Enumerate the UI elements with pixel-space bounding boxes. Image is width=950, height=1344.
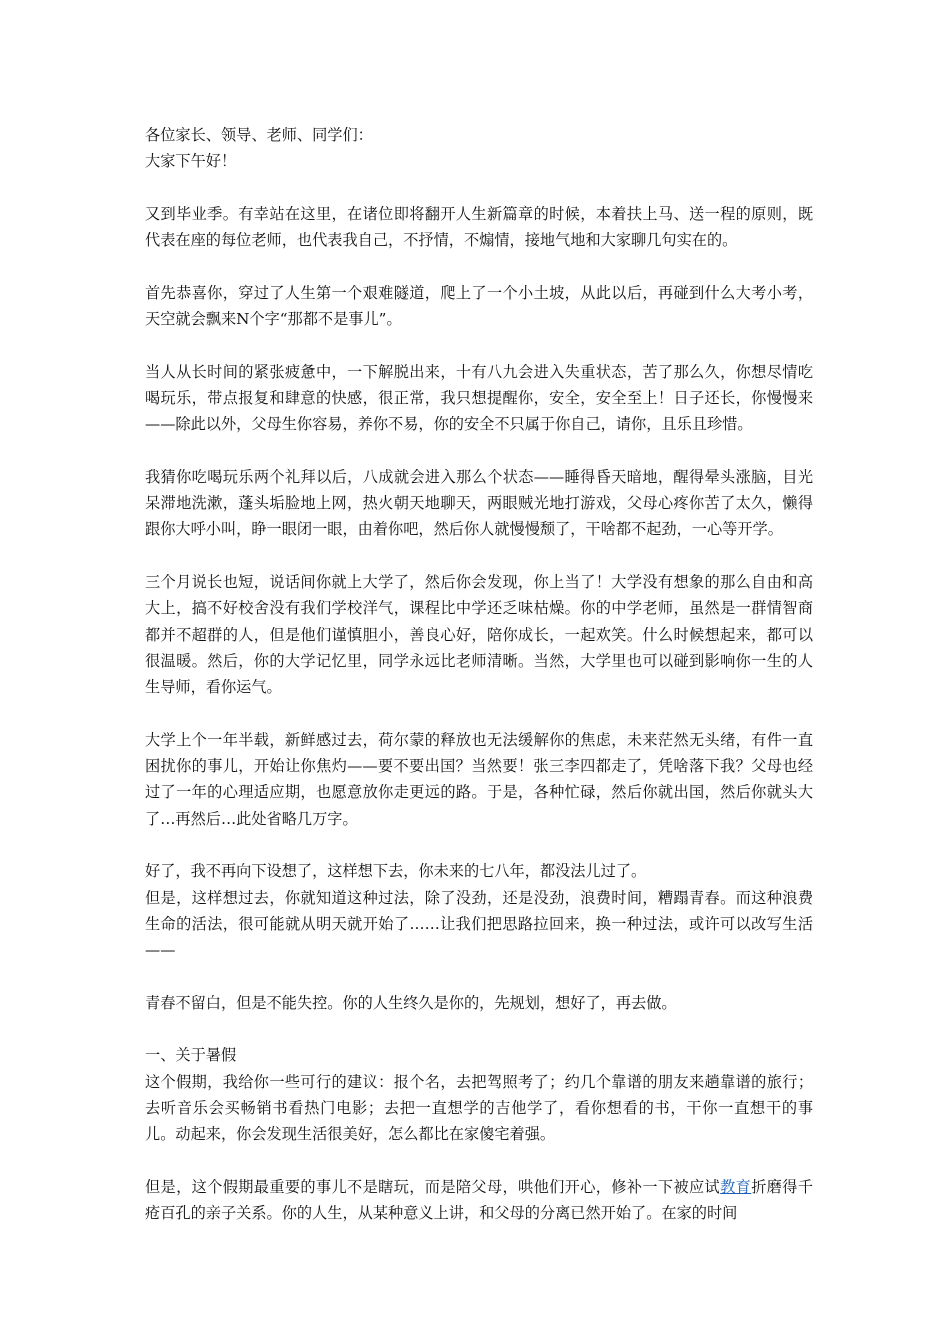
- paragraph-lazy-state: 我猜你吃喝玩乐两个礼拜以后，八成就会进入那么个状态——睡得昏天暗地，醒得晕头涨脑，目光呆滞地洗漱，蓬头垢脸地上网，热火朝天地聊天，两眼贼光地打游戏，父母心疼你苦了太久，懒得跟你大呼小叫，睁一眼闭一眼，由着你吧，然后你人就慢慢颓了，干啥都不起劲，一心等开学。: [145, 467, 813, 539]
- summer-suggestions: 这个假期，我给你一些可行的建议：报个名，去把驾照考了；约几个靠谱的朋友来趟靠谱的旅行；去听音乐会买畅销书看热门电影；去把一直想学的吉他学了，看你想看的书，干你一直想干的事儿。动起来，你会发现生活很美好，怎么都比在家傻宅着强。: [145, 1072, 813, 1144]
- paragraph-congratulations: 首先恭喜你，穿过了人生第一个艰难隧道，爬上了一个小土坡，从此以后，再碰到什么大考小考，天空就会飘来N个字“那都不是事儿”。: [145, 283, 813, 329]
- parents-text-after: 折磨得千疮百孔的亲子关系。你的人生，从某种意义上讲，和父母的分离已然开始了。在家的时间: [145, 1177, 814, 1223]
- rethink-line-2: 但是，这样想过去，你就知道这种过法，除了没劲，还是没劲，浪费时间，糟蹋青春。而这种浪费生命的活法，很可能就从明天就开始了……让我们把思路拉回来，换一种过法，或许可以改写生活——: [145, 888, 813, 960]
- paragraph-accompany-parents: [145, 1174, 813, 1227]
- greeting-text: 大家下午好！: [145, 152, 237, 171]
- paragraph-rethink: [145, 858, 813, 963]
- section-heading: 一、关于暑假: [145, 1046, 237, 1065]
- document-page: [145, 122, 813, 1253]
- parents-text-before: 但是，这个假期最重要的事儿不是瞎玩，而是陪父母，哄他们开心，修补一下被应试: [145, 1177, 721, 1196]
- education-link[interactable]: 教育: [720, 1177, 752, 1196]
- paragraph-study-abroad: 大学上个一年半载，新鲜感过去，荷尔蒙的释放也无法缓解你的焦虑，未来茫然无头绪，有件一直困扰你的事儿，开始让你焦灼——要不要出国？当然要！张三李四都走了，凭啥落下我？父母也经过了一年的心理适应期，也愿意放你走更远的路。于是，各种忙碌，然后你就出国，然后你就头大了…再然后…此处省略几万字。: [145, 730, 813, 828]
- paragraph-university: 三个月说长也短，说话间你就上大学了，然后你会发现，你上当了！大学没有想象的那么自由和高大上，搞不好校舍没有我们学校洋气，课程比中学还乏味枯燥。你的中学老师，虽然是一群情智商都并不超群的人，但是他们谨慎胆小，善良心好，陪你成长，一起欢笑。什么时候想起来，都可以很温暖。然后，你的大学记忆里，同学永远比老师清晰。当然，大学里也可以碰到影响你一生的人生导师，看你运气。: [145, 573, 813, 697]
- rethink-line-1: 好了，我不再向下设想了，这样想下去，你未来的七八年，都没法儿过了。: [145, 862, 647, 881]
- paragraph-safety-first: 当人从长时间的紧张疲惫中，一下解脱出来，十有八九会进入失重状态，苦了那么久，你想尽情吃喝玩乐，带点报复和肆意的快感，很正常，我只想提醒你，安全，安全至上！日子还长，你慢慢来——除此以外，父母生你容易，养你不易，你的安全不只属于你自己，请你，且乐且珍惜。: [145, 362, 813, 434]
- salutation-line: [145, 122, 813, 175]
- section-summer-vacation: [145, 1042, 813, 1147]
- salutation-text: 各位家长、领导、老师、同学们：: [145, 126, 373, 144]
- paragraph-youth-plan: 青春不留白，但是不能失控。你的人生终久是你的，先规划，想好了，再去做。: [145, 993, 677, 1012]
- paragraph-graduation-season: 又到毕业季。有幸站在这里，在诸位即将翻开人生新篇章的时候，本着扶上马、送一程的原则，既代表在座的每位老师，也代表我自己，不抒情，不煽情，接地气地和大家聊几句实在的。: [145, 204, 813, 250]
